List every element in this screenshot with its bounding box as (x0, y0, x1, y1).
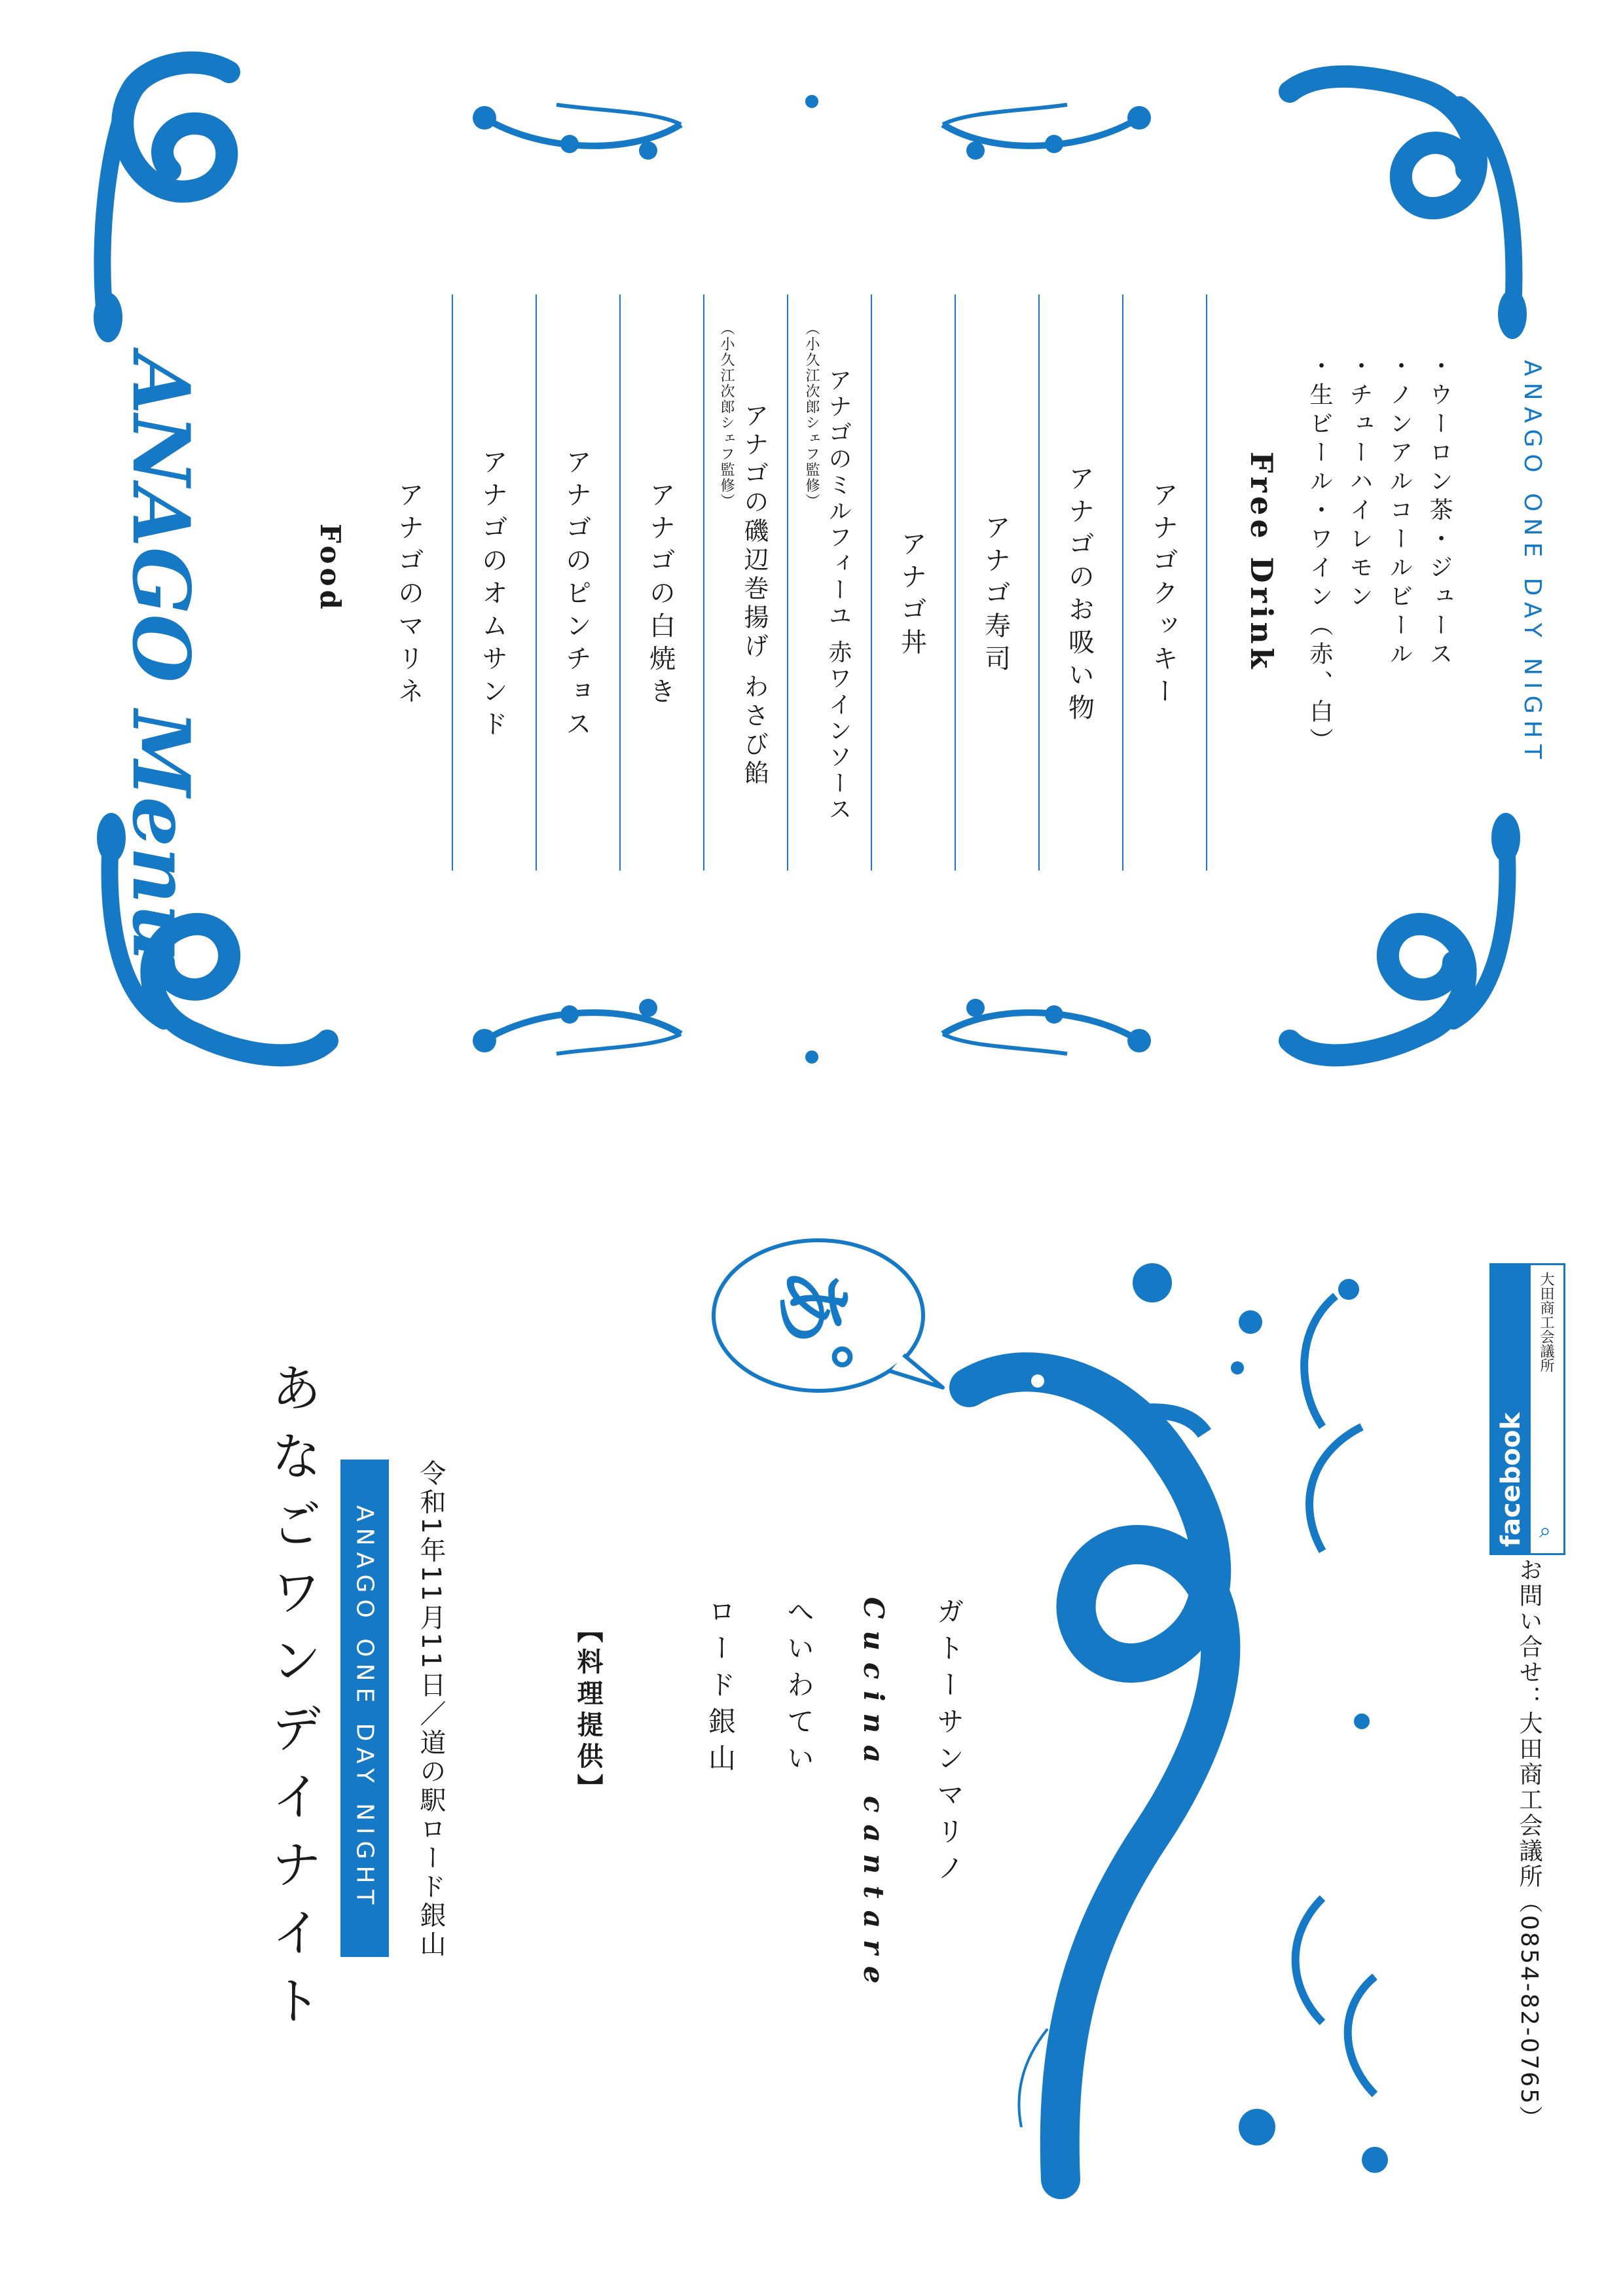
provider-item: ロード銀山 (704, 1597, 737, 1780)
food-item-name: アナゴの白焼き (645, 481, 676, 710)
food-item (625, 308, 697, 884)
food-item (541, 308, 613, 884)
drink-item: ・ノンアルコールビール (1386, 353, 1413, 670)
providers-heading: 【料理提供】 (573, 1617, 603, 1805)
food-item (708, 308, 780, 884)
drink-item: ・生ビール・ワイン（赤、白） (1306, 353, 1333, 757)
food-item (457, 308, 529, 884)
flourish-ornament (458, 85, 1165, 183)
food-item (792, 308, 864, 884)
contact-info: お問い合せ：大田商工会議所（0854-82-0765） (1516, 1558, 1542, 2132)
provider-item: ガトーサンマリノ (933, 1597, 965, 1890)
speech-text: あ゜ (766, 1267, 857, 1424)
corner-eel-icon (1283, 52, 1558, 327)
providers-list (701, 1597, 968, 1996)
food-item (1044, 308, 1116, 884)
food-item-name: アナゴ丼 (896, 530, 927, 661)
corner-eel-icon (65, 52, 236, 327)
food-item-note: （小久江次郎シェフ監修） (718, 321, 735, 509)
provider-item: へいわてい (783, 1597, 815, 1780)
event-name-en: ANAGO ONE DAY NIGHT (1519, 360, 1546, 766)
food-item (876, 308, 948, 884)
drink-heading: Free Drink (1244, 452, 1279, 673)
drink-list (1303, 353, 1456, 757)
food-item-name: アナゴのお吸い物 (1064, 465, 1095, 726)
facebook-brand: facebook (1491, 1265, 1531, 1553)
drink-item: ・チューハイレモン (1346, 353, 1373, 613)
corner-eel-icon (1283, 825, 1558, 1073)
food-item (960, 308, 1032, 884)
food-item-name: アナゴのオムサンド (477, 448, 508, 743)
food-item-name: アナゴのピンチョス (561, 448, 592, 743)
food-heading: Food (314, 524, 346, 613)
eel-illustration (956, 1244, 1453, 2199)
food-item-name: アナゴのマリネ (393, 481, 424, 710)
menu-logo: ANAGO Menu (115, 353, 207, 961)
facebook-search-text: 大田商工会議所 (1538, 1272, 1554, 1372)
search-icon[interactable]: ⌕ (1539, 1517, 1551, 1543)
provider-item: Cucina cantare (858, 1597, 890, 1996)
food-item-name: アナゴクッキー (1148, 481, 1178, 710)
subtitle-bar (340, 1460, 389, 1957)
food-item-name: アナゴのミルフィーユ 赤ワインソース (825, 368, 852, 823)
food-item (373, 308, 445, 884)
flourish-ornament (458, 975, 1165, 1073)
food-item (1127, 308, 1199, 884)
subtitle-en: ANAGO ONE DAY NIGHT (351, 1505, 378, 1911)
food-item-name: アナゴの磯辺巻揚げ わさび餡 (740, 402, 769, 789)
date-venue: 令和1年11月11日／道の駅ロード銀山 (416, 1460, 446, 1960)
food-item-note: （小久江次郎シェフ監修） (803, 321, 820, 509)
drink-item: ・ウーロン茶・ジュース (1426, 353, 1453, 670)
facebook-badge[interactable] (1489, 1263, 1565, 1555)
food-item-name: アナゴ寿司 (980, 514, 1011, 677)
cover-title: あなごワンデイナイト (263, 1361, 321, 2042)
